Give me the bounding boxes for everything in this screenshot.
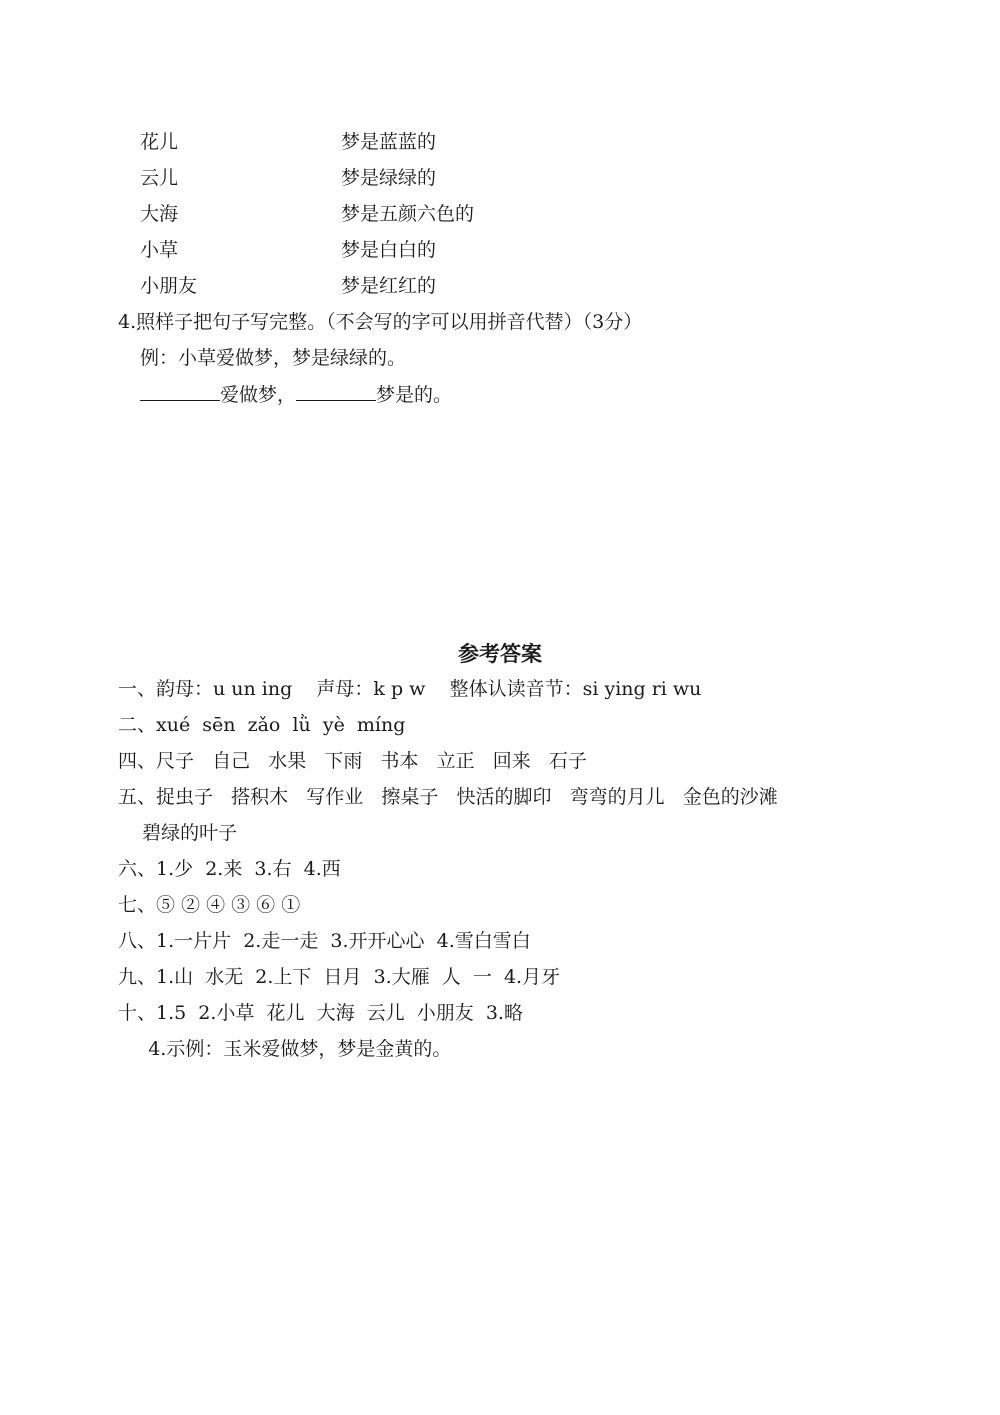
answer-line: 二、xué sēn zǎo lǜ yè míng: [118, 714, 406, 736]
fill-blank[interactable]: [296, 382, 376, 401]
question-4-example: 例：小草爱做梦，梦是绿绿的。: [140, 347, 407, 369]
match-right-item: 梦是红红的: [341, 275, 437, 297]
match-right-item: 梦是白白的: [341, 239, 437, 261]
match-left-item: 小草: [140, 239, 179, 261]
fill-text-2: 梦是的。: [376, 384, 453, 406]
answer-line: 七、⑤ ② ④ ③ ⑥ ①: [118, 894, 301, 916]
match-left-item: 云儿: [140, 167, 179, 189]
match-right-item: 梦是蓝蓝的: [341, 131, 437, 153]
answer-line: 四、尺子 自己 水果 下雨 书本 立正 回来 石子: [118, 750, 587, 772]
answer-line: 八、1.一片片 2.走一走 3.开开心心 4.雪白雪白: [118, 930, 531, 952]
match-right-item: 梦是五颜六色的: [341, 203, 475, 225]
answer-line: 一、韵母：u un ing 声母：k p w 整体认读音节：si ying ri wu: [118, 678, 702, 700]
answer-line: 六、1.少 2.来 3.右 4.西: [118, 858, 341, 880]
answer-line: 4.示例：玉米爱做梦，梦是金黄的。: [118, 1038, 452, 1060]
fill-text-1: 爱做梦，: [220, 384, 297, 406]
answer-line: 碧绿的叶子: [118, 822, 238, 844]
match-left-item: 花儿: [140, 131, 179, 153]
match-left-item: 大海: [140, 203, 179, 225]
question-4-fill-line: [140, 382, 452, 407]
answers-title: 参考答案: [458, 642, 542, 666]
answer-line: 十、1.5 2.小草 花儿 大海 云儿 小朋友 3.略: [118, 1002, 523, 1024]
answer-line: 五、捉虫子 搭积木 写作业 擦桌子 快活的脚印 弯弯的月儿 金色的沙滩: [118, 786, 778, 808]
question-4-prompt: 4.照样子把句子写完整。（不会写的字可以用拼音代替）（3分）: [118, 311, 643, 333]
fill-blank[interactable]: [140, 382, 220, 401]
match-right-item: 梦是绿绿的: [341, 167, 437, 189]
match-left-item: 小朋友: [140, 275, 198, 297]
answer-line: 九、1.山 水无 2.上下 日月 3.大雁 人 一 4.月牙: [118, 966, 561, 988]
